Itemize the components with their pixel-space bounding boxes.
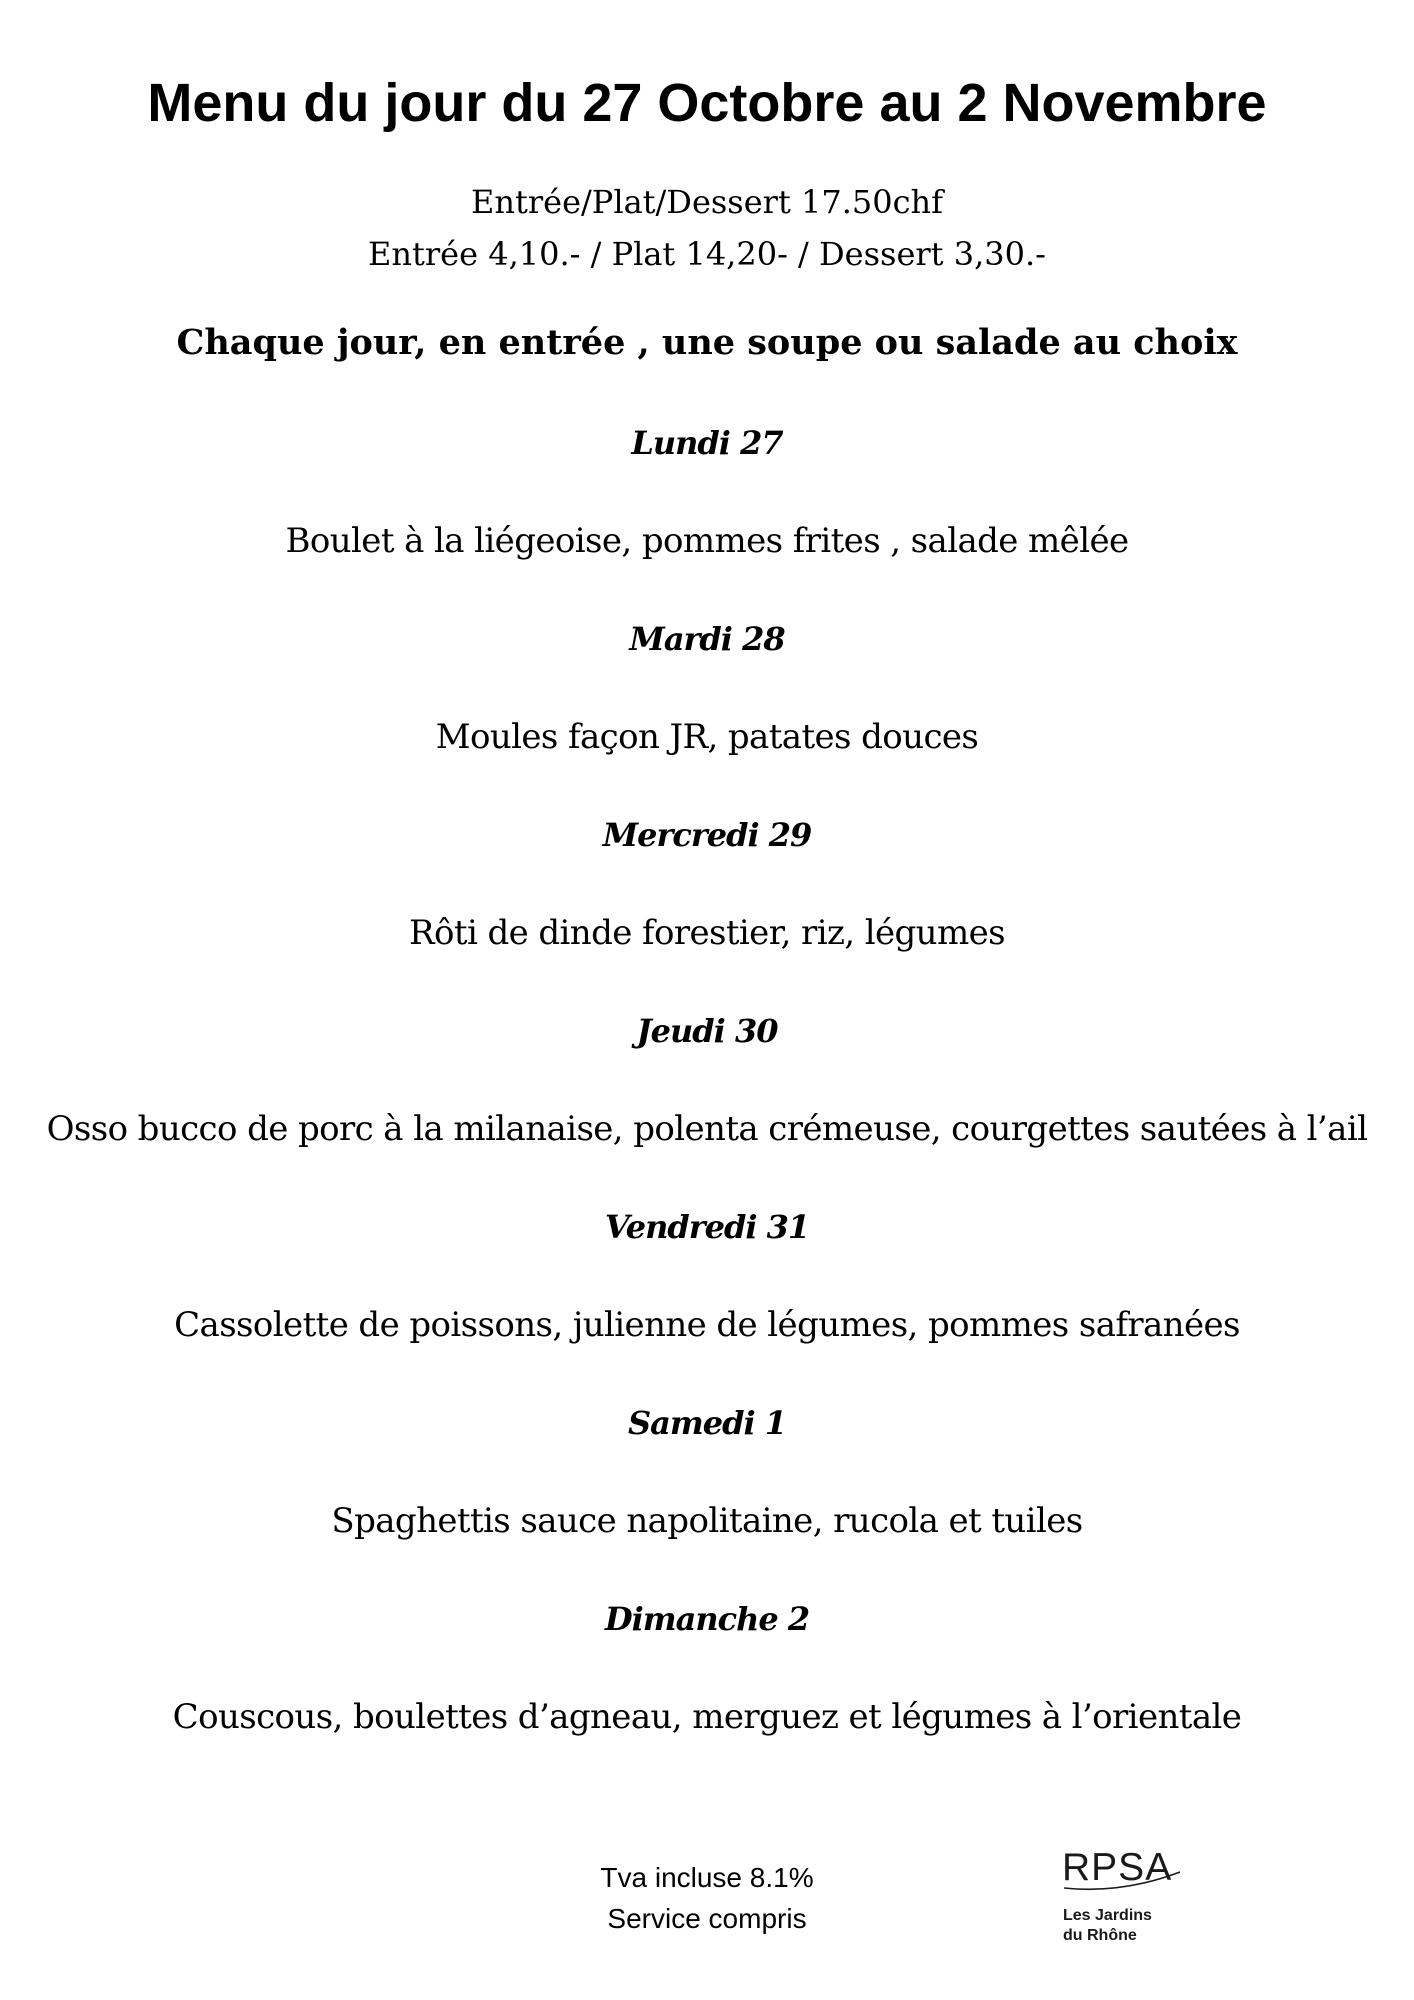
rpsa-logo — [1062, 1846, 1202, 1956]
footer-notes — [484, 1857, 930, 1939]
price-line-formula: Entrée/Plat/Dessert 17.50chf — [471, 183, 943, 221]
price-line-detail: Entrée 4,10.- / Plat 14,20- / Dessert 3,30.- — [368, 235, 1046, 273]
day-heading-friday: Vendredi 31 — [604, 1208, 810, 1246]
starter-note: Chaque jour, en entrée , une soupe ou salade au choix — [176, 322, 1238, 363]
day-heading-tuesday: Mardi 28 — [629, 620, 785, 658]
day-heading-thursday: Jeudi 30 — [636, 1012, 778, 1050]
dish-wednesday: Rôti de dinde forestier, riz, légumes — [409, 913, 1005, 953]
tva-note: Tva incluse 8.1% — [600, 1862, 814, 1893]
logo-subtitle — [1063, 1906, 1152, 1946]
dish-friday: Cassolette de poissons, julienne de légumes, pommes safranées — [174, 1305, 1240, 1345]
dish-sunday: Couscous, boulettes d’agneau, merguez et légumes à l’orientale — [172, 1697, 1242, 1737]
page-title: Menu du jour du 27 Octobre au 2 Novembre — [147, 73, 1267, 133]
service-note: Service compris — [607, 1903, 807, 1934]
dish-monday: Boulet à la liégeoise, pommes frites , salade mêlée — [285, 521, 1129, 561]
day-heading-sunday: Dimanche 2 — [604, 1600, 810, 1638]
dish-saturday: Spaghettis sauce napolitaine, rucola et tuiles — [331, 1501, 1083, 1541]
day-heading-saturday: Samedi 1 — [628, 1404, 786, 1442]
price-block — [0, 176, 1414, 280]
logo-swoosh-icon — [1062, 1848, 1194, 1898]
day-heading-monday: Lundi 27 — [631, 424, 783, 462]
day-heading-wednesday: Mercredi 29 — [602, 816, 812, 854]
dish-thursday: Osso bucco de porc à la milanaise, polenta crémeuse, courgettes sautées à l’ail — [46, 1109, 1368, 1149]
logo-subtitle-line2: du Rhône — [1063, 1927, 1137, 1944]
logo-subtitle-line1: Les Jardins — [1063, 1907, 1152, 1924]
dish-tuesday: Moules façon JR, patates douces — [435, 717, 979, 757]
logo-mark-text: RPSA — [1062, 1846, 1173, 1889]
